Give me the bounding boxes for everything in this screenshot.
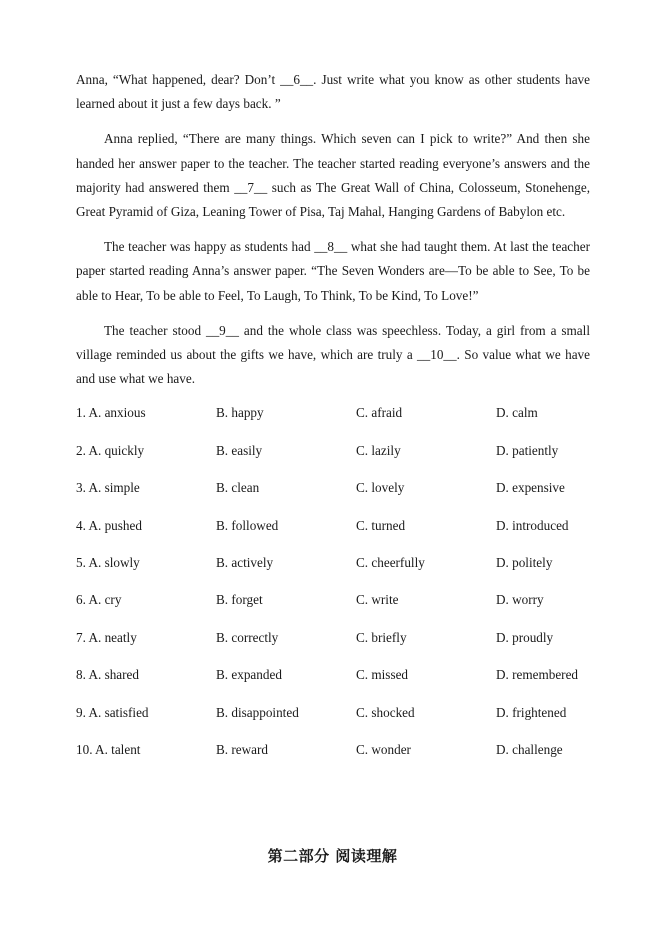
question-row [76, 518, 590, 555]
question-row [76, 705, 590, 742]
option-d: D. patiently [496, 442, 559, 458]
option-a: 10. A. talent [76, 741, 141, 757]
option-a: 8. A. shared [76, 667, 139, 683]
option-c: C. briefly [356, 629, 407, 645]
option-a: 5. A. slowly [76, 555, 140, 570]
option-a: 6. A. cry [76, 592, 122, 608]
option-d: D. frightened [496, 704, 567, 720]
option-a: 4. A. pushed [76, 517, 142, 533]
section-title: 第二部分 阅读理解 [267, 847, 398, 865]
question-row [76, 443, 590, 480]
option-c: C. write [356, 592, 399, 608]
option-c: C. cheerfully [356, 555, 425, 570]
passage-paragraph: The teacher was happy as students had __8__ what she had taught them. At last the teacher paper started reading Anna’s answer paper. “The Seven Wonders are—To be able to See, To be able to Hear, To be able to Feel, To Laugh, To Think, To be Kind, To Love!” [76, 239, 590, 303]
option-a: 2. A. quickly [76, 442, 145, 458]
option-d: D. remembered [496, 667, 579, 683]
option-c: C. turned [356, 517, 406, 533]
passage [76, 68, 590, 391]
passage-paragraph: Anna, “What happened, dear? Don’t __6__. Just write what you know as other students have learned about it just a few days back. ” [76, 72, 590, 112]
question-row [76, 480, 590, 517]
option-d: D. politely [496, 555, 553, 570]
option-d: D. proudly [496, 629, 554, 645]
option-a: 3. A. simple [76, 480, 140, 496]
option-c: C. shocked [356, 704, 415, 720]
passage-paragraph: Anna replied, “There are many things. Which seven can I pick to write?” And then she handed her answer paper to the teacher. The teacher started reading everyone’s answers and the majority had answered them __7__ such as The Great Wall of China, Colosseum, Stonehenge, Great Pyramid of Giza, Leaning Tower of Pisa, Taj Mahal, Hanging Gardens of Babylon etc. [76, 131, 590, 220]
question-row [76, 742, 590, 779]
option-b: B. easily [216, 442, 263, 458]
option-b: B. happy [216, 405, 264, 421]
option-d: D. challenge [496, 741, 563, 757]
option-b: B. expanded [216, 667, 282, 683]
option-d: D. worry [496, 592, 544, 608]
question-row [76, 592, 590, 629]
option-b: B. actively [216, 555, 274, 570]
option-b: B. forget [216, 592, 263, 608]
option-d: D. introduced [496, 517, 569, 533]
passage-paragraph: The teacher stood __9__ and the whole class was speechless. Today, a girl from a small village reminded us about the gifts we have, which are truly a __10__. So value what we have and use what we have. [76, 322, 590, 387]
option-a: 7. A. neatly [76, 629, 137, 645]
option-c: C. lovely [356, 480, 405, 496]
question-row [76, 630, 590, 667]
option-c: C. lazily [356, 442, 401, 458]
option-c: C. afraid [356, 405, 403, 421]
option-b: B. followed [216, 517, 279, 533]
option-b: B. clean [216, 480, 260, 496]
option-c: C. missed [356, 667, 409, 683]
option-b: B. disappointed [216, 704, 299, 720]
answer-options [76, 405, 590, 779]
option-a: 9. A. satisfied [76, 704, 149, 720]
option-b: B. correctly [216, 629, 279, 645]
option-a: 1. A. anxious [76, 405, 146, 421]
question-row [76, 667, 590, 704]
option-c: C. wonder [356, 741, 411, 757]
option-d: D. expensive [496, 480, 565, 496]
question-row [76, 555, 590, 592]
document-page [76, 68, 590, 779]
option-b: B. reward [216, 741, 268, 757]
question-row [76, 405, 590, 442]
option-d: D. calm [496, 405, 538, 421]
